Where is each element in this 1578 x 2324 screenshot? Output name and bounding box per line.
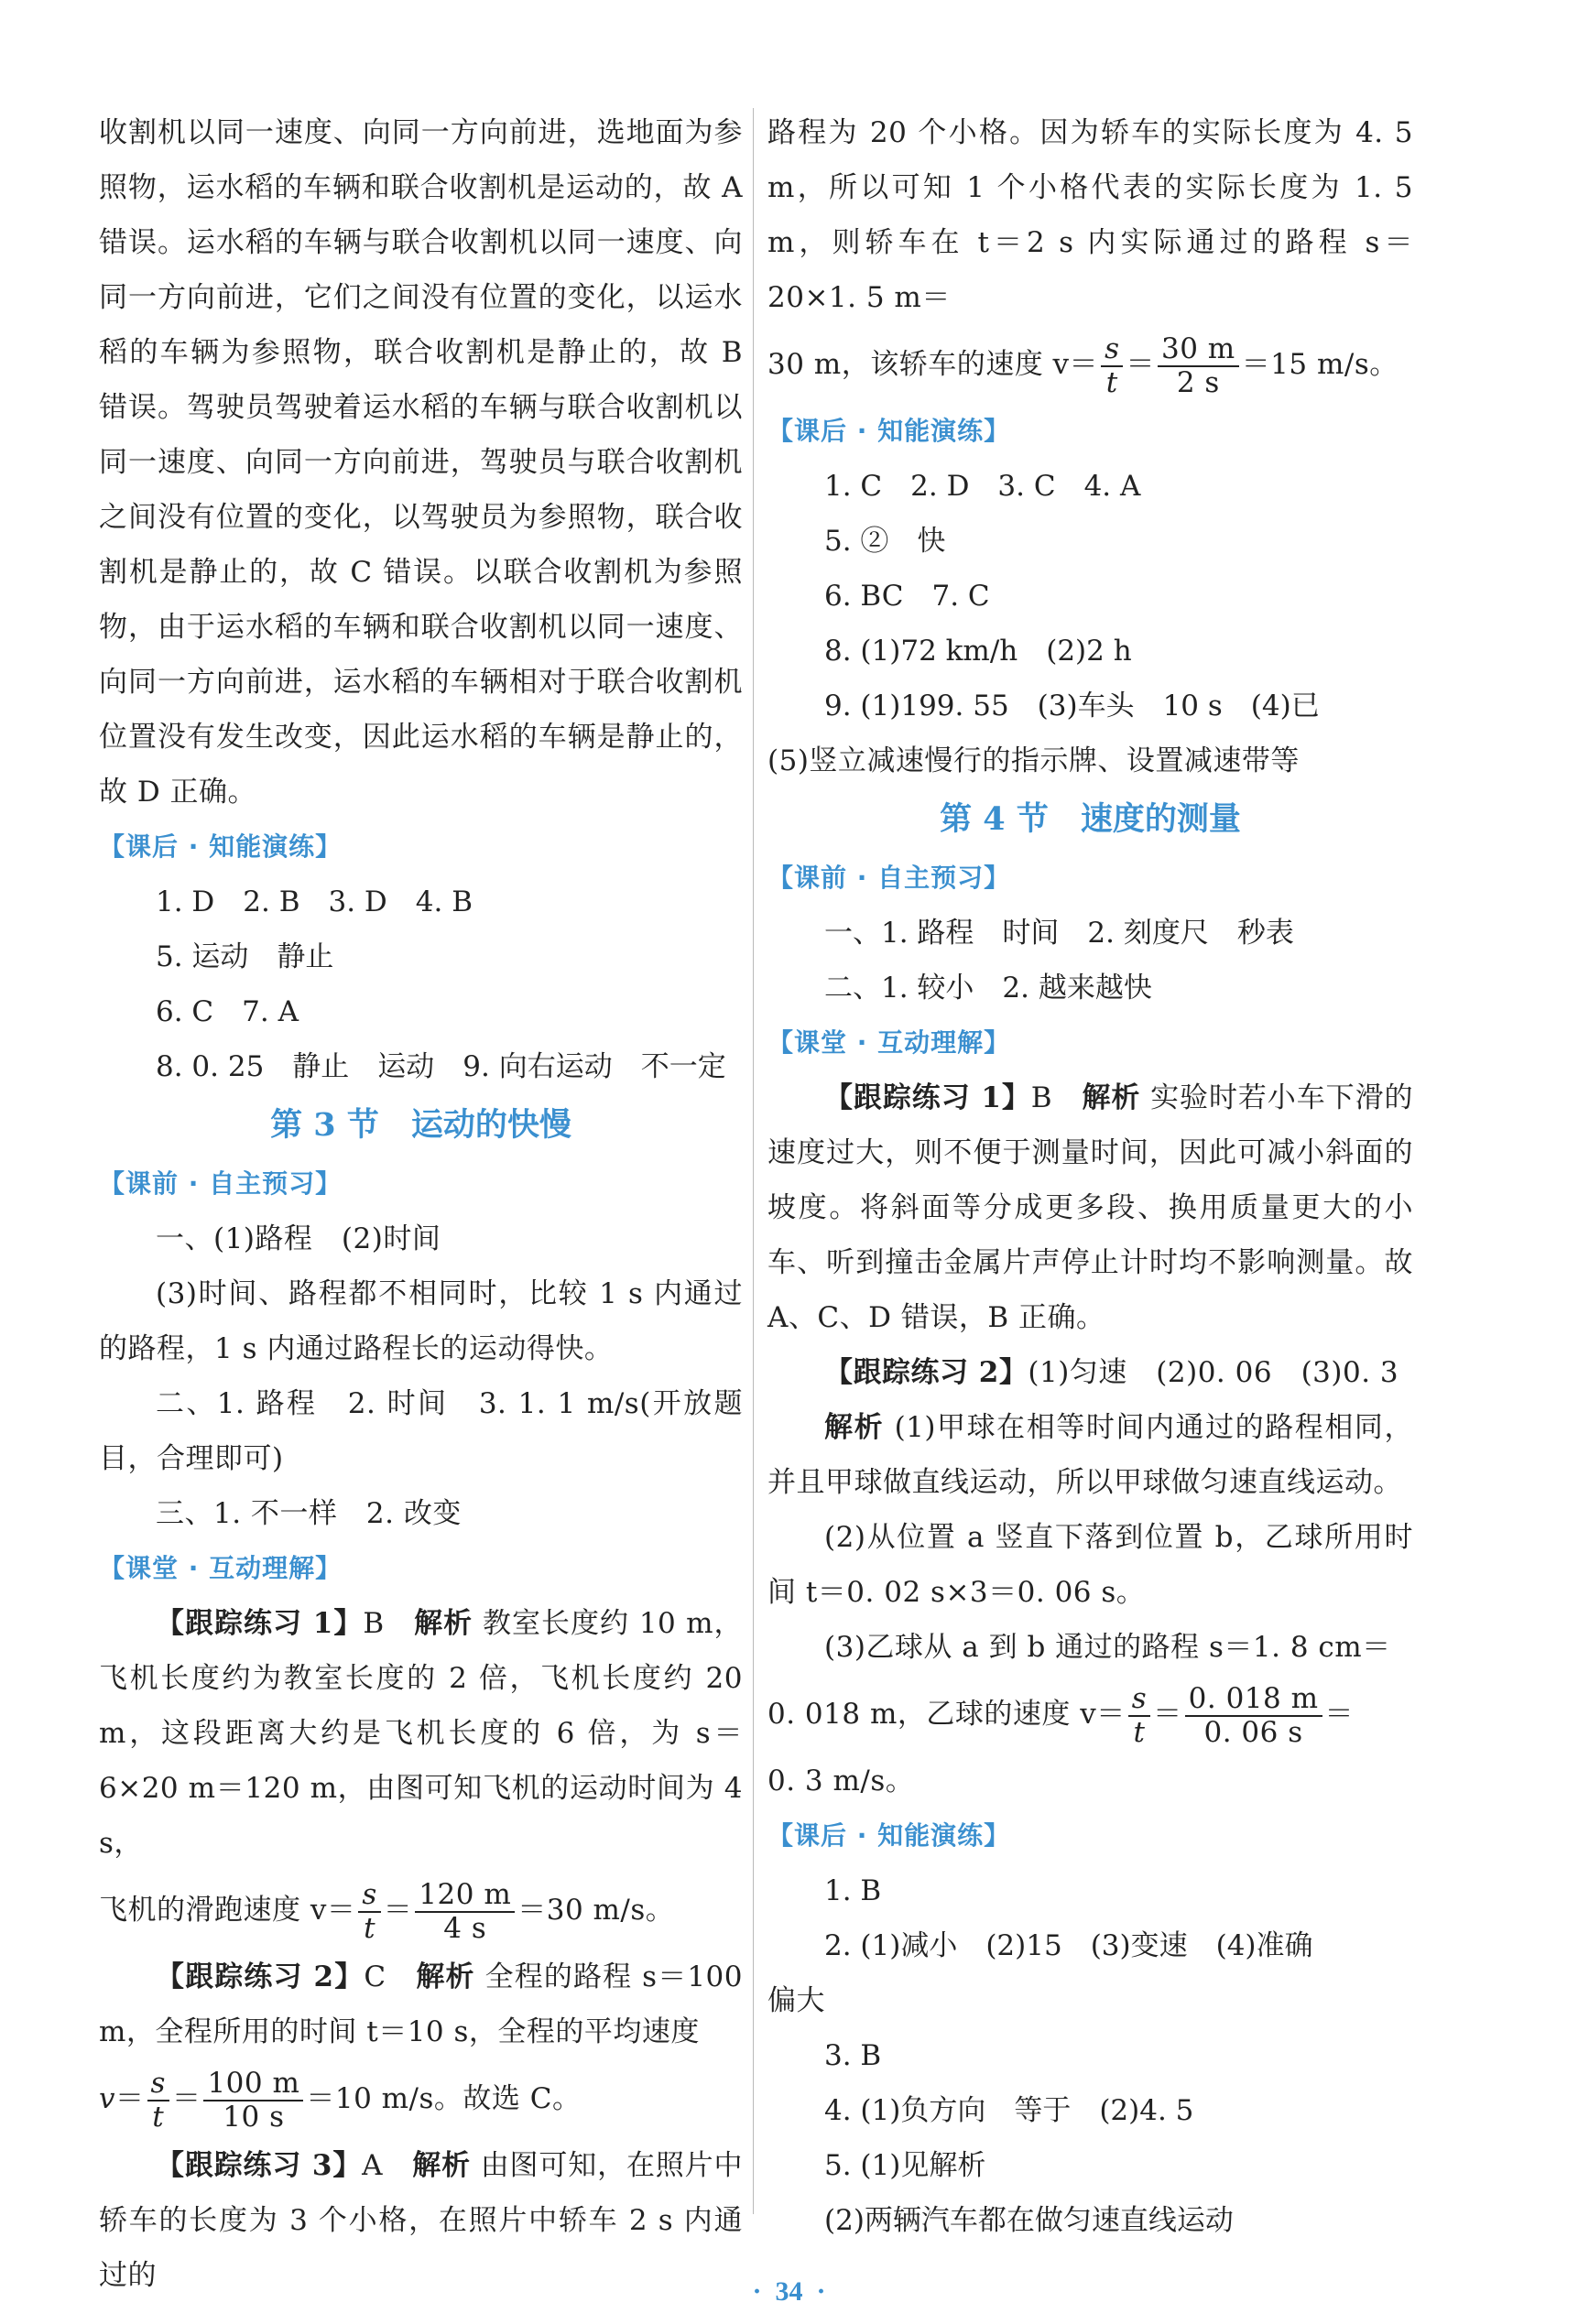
answer-line: 4. (1)负方向 等于 (2)4. 5	[824, 2094, 1194, 2127]
analysis-keyword: 解析	[416, 1960, 475, 1993]
answer-line: 5. (1)见解析	[824, 2149, 986, 2182]
fraction-s-t	[358, 1879, 380, 1943]
formula-suffix: ＝	[1324, 1698, 1354, 1731]
label-in-class: 【课堂 · 互动理解】	[767, 1027, 1011, 1058]
numerator: s	[1131, 1682, 1148, 1716]
analysis-result: 0. 3 m/s。	[767, 1765, 915, 1797]
numerator: s	[150, 2067, 166, 2101]
denominator: t	[364, 1911, 376, 1945]
analysis-keyword: 解析	[1082, 1081, 1141, 1114]
answer-line: (2)两辆汽车都在做匀速直线运动	[824, 2204, 1234, 2237]
analysis-keyword: 解析	[414, 1607, 473, 1640]
fraction-values	[415, 1879, 515, 1943]
answer-line: 5. 运动 静止	[156, 940, 334, 973]
tracking-exercise-1	[99, 1596, 743, 1871]
answer-line: 6. BC 7. C	[824, 580, 990, 613]
answer-line: 5. ② 快	[824, 525, 946, 558]
label-before-class: 【课前 · 自主预习】	[767, 863, 1011, 893]
page-number: · 34 ·	[752, 2276, 826, 2307]
label-in-class: 【课堂 · 互动理解】	[99, 1553, 343, 1583]
answer-line: 8. (1)72 km/h (2)2 h	[824, 635, 1132, 668]
intro-paragraph: 收割机以同一速度、向同一方向前进，选地面为参照物，运水稻的车辆和联合收割机是运动的，故 A 错误。运水稻的车辆与联合收割机以同一速度、向同一方向前进，它们之间没有位置的变化，以运水稻的车辆为参照物，联合收割机是静止的，故 B 错误。驾驶员驾驶着运水稻的车辆与联合收割机以同一速度、向同一方向前进，驾驶员与联合收割机之间没有位置的变化，以驾驶员为参照物，联合收割机是静止的，故 C 错误。以联合收割机为参照物，由于运水稻的车辆和联合收割机以同一速度、向同一方向前进，运水稻的车辆相对于联合收割机位置没有发生改变，因此运水稻的车辆是静止的，故 D 正确。	[99, 116, 743, 809]
label-before-class: 【课前 · 自主预习】	[99, 1168, 343, 1199]
numerator: 100 m	[203, 2068, 303, 2101]
formula-line: v＝ $\frac{s}{t}$ ＝ $\frac{100 m}{10 s}$ ＝10 m/s。故选 C。	[99, 2067, 582, 2134]
exercise-head: 【跟踪练习 2】	[824, 1356, 1028, 1389]
formula-suffix: ＝15 m/s。	[1241, 348, 1398, 381]
answer-line: 3. B	[824, 2039, 882, 2072]
denominator: t	[1105, 365, 1118, 399]
exercise-answer: (1)匀速 (2)0. 06 (3)0. 3	[1028, 1356, 1399, 1389]
label-after-class: 【课后 · 知能演练】	[767, 416, 1011, 446]
fraction-values	[1158, 333, 1239, 397]
exercise-answer: B	[363, 1607, 385, 1640]
answer-line: 1. B	[824, 1874, 882, 1907]
fraction-s-t	[1128, 1683, 1150, 1747]
answer-line: 1. D 2. B 3. D 4. B	[156, 885, 473, 918]
column-divider	[753, 108, 754, 2214]
numerator: s	[362, 1878, 377, 1912]
formula-prefix: 30 m，该轿车的速度 v＝	[767, 348, 1099, 381]
exercise-head: 【跟踪练习 1】	[824, 1081, 1031, 1114]
preview-answer: 二、1. 路程 2. 时间 3. 1. 1 m/s(开放题目，合理即可)	[99, 1387, 743, 1475]
exercise-answer: A	[362, 2149, 384, 2182]
exercise-head: 【跟踪练习 3】	[156, 2149, 363, 2182]
analysis-text: 实验时若小车下滑的速度过大，则不便于测量时间，因此可减小斜面的坡度。将斜面等分成更多段、换用质量更大的小车、听到撞击金属片声停止计时均不影响测量。故 A、C、D 错误，B 正确。	[767, 1081, 1414, 1334]
fraction-values	[1185, 1683, 1322, 1747]
answer-line: 1. C 2. D 3. C 4. A	[824, 470, 1141, 503]
preview-answer: 一、(1)路程 (2)时间	[156, 1222, 441, 1255]
preview-answer: (3)时间、路程都不相同时，比较 1 s 内通过的路程，1 s 内通过路程长的运动得快。	[99, 1277, 743, 1365]
analysis-text: 教室长度约 10 m，飞机长度约为教室长度的 2 倍，飞机长度约 20 m，这段距离大约是飞机长度的 6 倍，为 s＝6×20 m＝120 m，由图可知飞机的运动时间为 4 s，	[99, 1607, 744, 1860]
answer-line: 6. C 7. A	[156, 995, 299, 1028]
analysis-keyword: 解析	[824, 1411, 885, 1444]
exercise-answer: B	[1030, 1081, 1053, 1114]
analysis-paragraph: (2)从位置 a 竖直下落到位置 b，乙球所用时间 t＝0. 02 s×3＝0. 06 s。	[767, 1521, 1413, 1609]
denominator: t	[152, 2100, 165, 2134]
left-column	[99, 105, 743, 2303]
answer-line-continued: (5)竖立减速慢行的指示牌、设置减速带等	[767, 744, 1300, 777]
analysis-paragraph: (3)乙球从 a 到 b 通过的路程 s＝1. 8 cm＝	[824, 1631, 1391, 1664]
label-after-class: 【课后 · 知能演练】	[99, 831, 343, 862]
numerator: 0. 018 m	[1185, 1683, 1322, 1716]
page-number-value: 34	[775, 2276, 803, 2307]
analysis-paragraph	[767, 1400, 1413, 1510]
right-column	[767, 105, 1413, 2248]
answer-line: 2. (1)减小 (2)15 (3)变速 (4)准确	[824, 1929, 1313, 1962]
numerator: s	[1105, 332, 1120, 366]
denominator: 10 s	[223, 2100, 285, 2134]
exercise-head: 【跟踪练习 1】	[156, 1607, 364, 1640]
continued-text: 路程为 20 个小格。因为轿车的实际长度为 4. 5 m，所以可知 1 个小格代表的实际长度为 1. 5 m，则轿车在 t＝2 s 内实际通过的路程 s＝20×1. 5 m＝	[767, 116, 1413, 314]
analysis-text: 全程的路程 s＝100 m，全程所用的时间 t＝10 s，全程的平均速度	[99, 1960, 743, 2048]
preview-answer: 二、1. 较小 2. 越来越快	[824, 972, 1152, 1005]
tracking-exercise-1	[767, 1070, 1413, 1345]
fraction-s-t	[147, 2068, 169, 2132]
fraction-values	[203, 2068, 303, 2132]
tracking-exercise-2	[99, 1949, 743, 2059]
answer-line: 8. 0. 25 静止 运动 9. 向右运动 不一定	[156, 1050, 726, 1083]
exercise-head: 【跟踪练习 2】	[156, 1960, 365, 1993]
formula-prefix: 0. 018 m，乙球的速度 v＝	[767, 1698, 1126, 1731]
exercise-answer: C	[364, 1960, 386, 1993]
section-4-title: 第 4 节 速度的测量	[940, 800, 1241, 838]
answer-line: 9. (1)199. 55 (3)车头 10 s (4)已	[824, 690, 1320, 722]
formula-prefix: 飞机的滑跑速度 v＝	[99, 1894, 356, 1927]
label-after-class: 【课后 · 知能演练】	[767, 1820, 1011, 1851]
denominator: 0. 06 s	[1203, 1715, 1303, 1749]
formula-line: 飞机的滑跑速度 v＝ $\frac{s}{t}$ ＝ $\frac{120 m}{4 s}$ ＝30 m/s。	[99, 1878, 675, 1945]
analysis-text: 由图可知，在照片中轿车的长度为 3 个小格，在照片中轿车 2 s 内通过的	[99, 2149, 743, 2292]
denominator: 2 s	[1176, 365, 1220, 399]
fraction-s-t	[1101, 333, 1123, 397]
denominator: 4 s	[443, 1911, 487, 1945]
denominator: t	[1133, 1715, 1146, 1749]
tracking-exercise-2	[767, 1345, 1413, 1400]
preview-answer: 三、1. 不一样 2. 改变	[156, 1497, 462, 1530]
section-3-title: 第 3 节 运动的快慢	[270, 1106, 571, 1144]
numerator: 120 m	[415, 1879, 515, 1912]
numerator: 30 m	[1158, 333, 1239, 366]
analysis-text: (1)甲球在相等时间内通过的路程相同，并且甲球做直线运动，所以甲球做匀速直线运动。	[767, 1411, 1413, 1499]
formula-suffix: ＝30 m/s。	[517, 1894, 675, 1927]
analysis-keyword: 解析	[412, 2149, 471, 2182]
answer-line-continued: 偏大	[767, 1984, 825, 2017]
formula-line: 30 m，该轿车的速度 v＝ $\frac{s}{t}$ ＝ $\frac{30 m}{2 s}$ ＝15 m/s。	[767, 332, 1398, 399]
preview-answer: 一、1. 路程 时间 2. 刻度尺 秒表	[824, 917, 1294, 950]
formula-suffix: ＝10 m/s。故选 C。	[306, 2082, 582, 2115]
formula-line: 0. 018 m，乙球的速度 v＝ $\frac{s}{t}$ ＝ $\frac{0. 018 m}{0. 06 s}$ ＝	[767, 1682, 1354, 1749]
